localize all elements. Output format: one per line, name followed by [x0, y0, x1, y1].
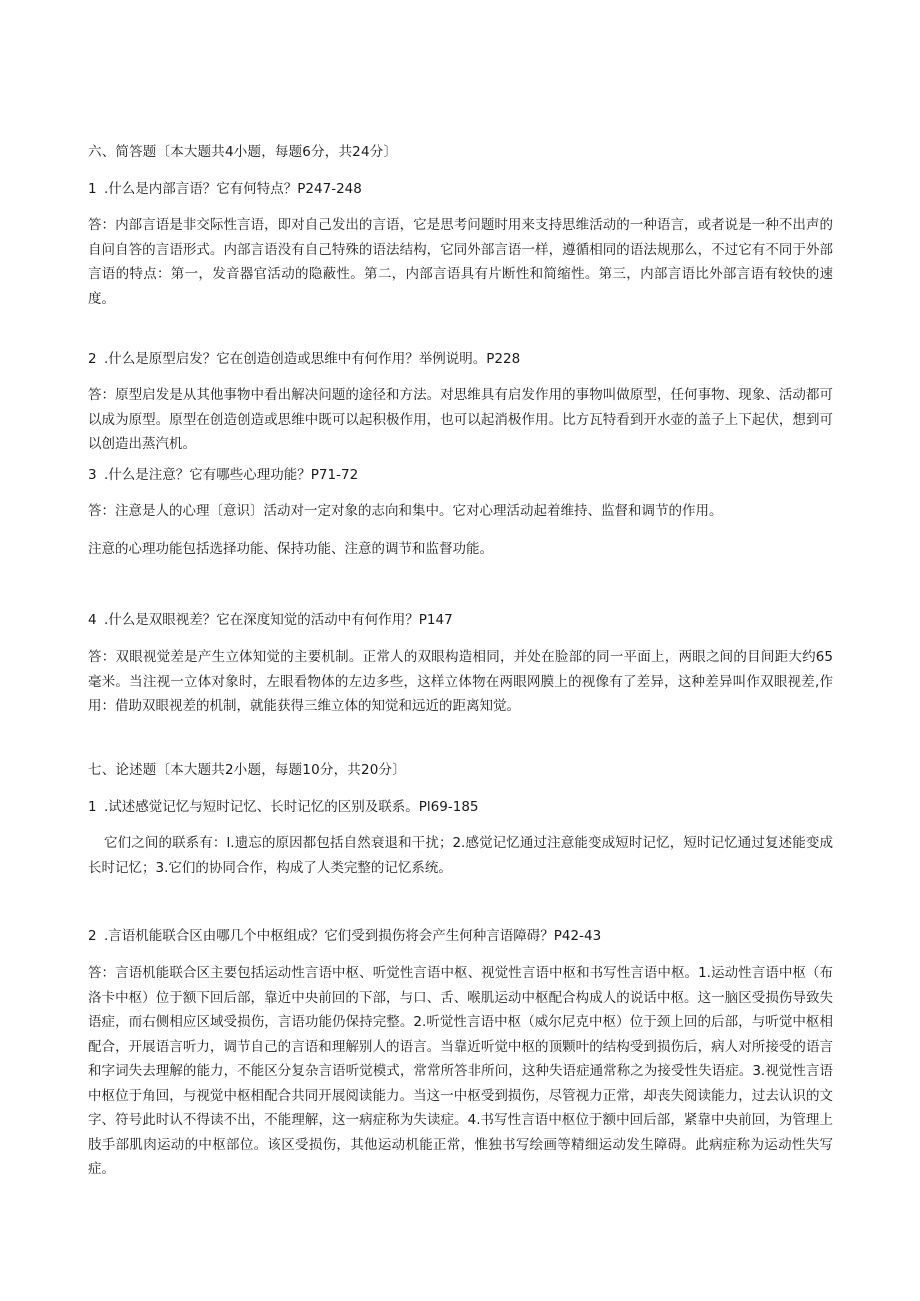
question-heading	[88, 795, 838, 820]
question-heading	[88, 463, 838, 488]
answer-paragraph: 答：言语机能联合区主要包括运动性言语中枢、听觉性言语中枢、视觉性言语中枢和书写性言语中枢。1.运动性言语中枢（布洛卡中枢）位于额下回后部，靠近中央前回的下部，与口、舌、喉肌运动中枢配合构成人的说话中枢。这一脑区受损伤导致失语症，而右侧相应区域受损伤，言语功能仍保持完整。2.听觉性言语中枢（威尔尼克中枢）位于颈上回的后部，与听觉中枢相配合，开展语言听力，调节自己的言语和理解别人的语言。当靠近听觉中枢的顶颗叶的结构受到损伤后，病人对所接受的语言和字词失去理解的能力，不能区分复杂言语听觉模式，常常所答非所问，这种失语症通常称之为接受性失语症。3.视觉性言语中枢位于角回，与视觉中枢相配合共同开展阅读能力。当这一中枢受到损伤，尽管视力正常，却丧失阅读能力，过去认识的文字、符号此时认不得读不出，不能理解，这一病症称为失读症。4.书写性言语中枢位于额中回后部，紧靠中央前回，为管理上肢手部肌肉运动的中枢部位。该区受损伤，其他运动机能正常，惟独书写绘画等精细运动发生障碍。此病症称为运动性失写症。	[88, 965, 833, 1177]
question-heading	[88, 924, 838, 949]
question-text: .什么是双眼视差？它在深度知觉的活动中有何作用？P147	[104, 612, 453, 628]
question-heading	[88, 608, 838, 633]
question-number: 2	[88, 351, 97, 367]
question-text: .什么是原型启发？它在创造创造或思维中有何作用？举例说明。P228	[104, 351, 521, 367]
question-heading	[88, 347, 838, 372]
question-number: 1	[88, 181, 97, 197]
question-heading	[88, 177, 838, 202]
answer-paragraph: 答：内部言语是非交际性言语，即对自己发出的言语，它是思考问题时用来支持思维活动的一种语言，或者说是一种不出声的自问自答的言语形式。内部言语没有自己特殊的语法结构，它同外部言语一样，遵循相同的语法规那么，不过它有不同于外部言语的特点：第一，发音器官活动的隐蔽性。第二，内部言语具有片断性和简缩性。第三，内部言语比外部言语有较快的速度。	[88, 217, 833, 307]
answer-paragraph: 它们之间的联系有：l.遗忘的原因都包括自然衰退和干扰；2.感觉记忆通过注意能变成短时记忆，短时记忆通过复述能变成长时记忆；3.它们的协同合作，构成了人类完整的记忆系统。	[88, 835, 833, 876]
question-number: 3	[88, 467, 97, 483]
answer-paragraph: 答：双眼视觉差是产生立体知觉的主要机制。正常人的双眼构造相同，并处在脸部的同一平面上，两眼之间的目间距大约65毫米。当注视一立体对象时，左眼看物体的左边多些，这样立体物在两眼网膜上的视像有了差异，这种差异叫作双眼视差,作用：借助双眼视差的机制，就能获得三维立体的知觉和远近的距离知觉。	[88, 649, 833, 714]
section-title: 六、简答题〔本大题共4小题，每题6分，共24分〕	[88, 144, 398, 160]
question-number: 2	[88, 928, 97, 944]
answer-paragraph: 答：原型启发是从其他事物中看出解决问题的途径和方法。对思维具有启发作用的事物叫做原型，任何事物、现象、活动都可以成为原型。原型在创造创造或思维中既可以起积极作用，也可以起消极作用。比方瓦特看到开水壶的盖子上下起伏，想到可以创造出蒸汽机。	[88, 387, 833, 452]
question-text: .什么是注意？它有哪些心理功能？P71-72	[104, 467, 359, 483]
answer-paragraph: 注意的心理功能包括选择功能、保持功能、注意的调节和监督功能。	[88, 541, 493, 557]
question-number: 4	[88, 612, 97, 628]
answer-paragraph: 答：注意是人的心理〔意识〕活动对一定对象的志向和集中。它对心理活动起着维持、监督和调节的作用。	[88, 503, 723, 519]
question-text: .什么是内部言语？它有何特点？P247-248	[104, 181, 362, 197]
question-text: .言语机能联合区由哪几个中枢组成？它们受到损伤将会产生何种言语障碍？P42-43	[104, 928, 602, 944]
section-title: 七、论述题〔本大题共2小题，每题10分，共20分〕	[88, 762, 406, 778]
question-number: 1	[88, 799, 97, 815]
question-text: .试述感觉记忆与短时记忆、长时记忆的区别及联系。Pl69-185	[104, 799, 479, 815]
